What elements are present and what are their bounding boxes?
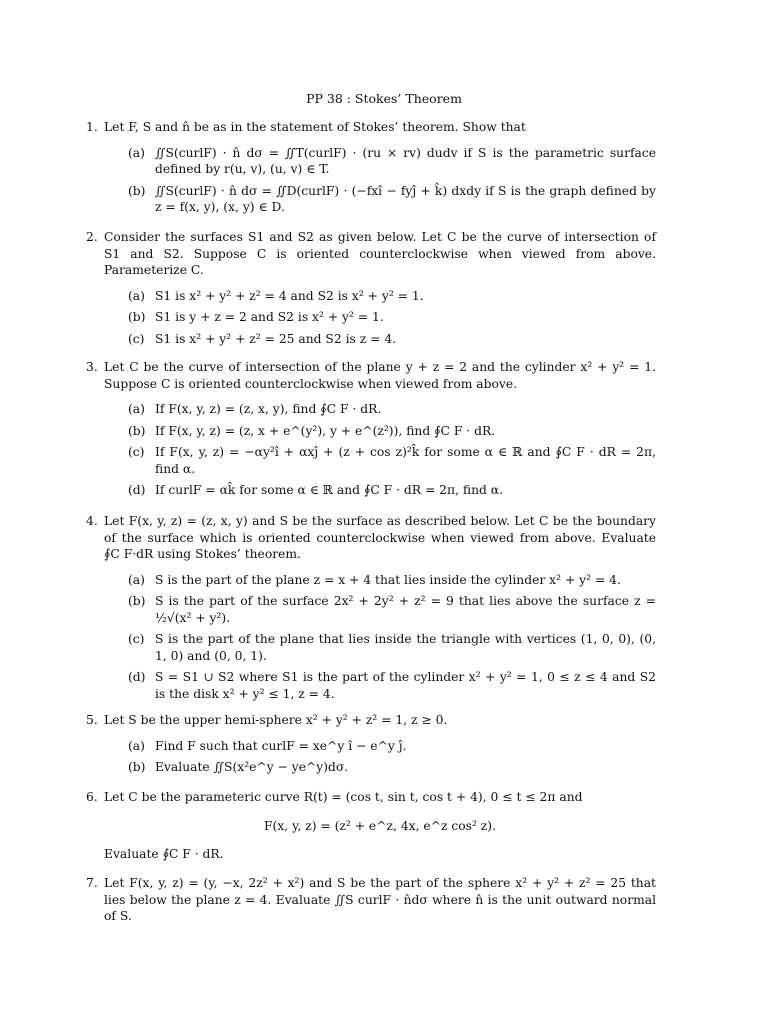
part-label: (d) — [128, 670, 146, 684]
part-label: (b) — [128, 183, 146, 198]
problem-part — [123, 759, 656, 776]
problem-part — [123, 288, 656, 305]
problem-parts — [123, 572, 656, 703]
problem-part — [123, 593, 656, 626]
problem-part — [123, 631, 656, 664]
problem-2 — [86, 229, 656, 352]
part-text: If F(x, y, z) = (z, x + e^(y²), y + e^(z²)), find ∮C F · dR. — [155, 423, 496, 438]
problem-parts — [123, 145, 656, 216]
problem-part — [123, 183, 656, 216]
part-text: If F(x, y, z) = −αy²î + αxĵ + (z + cos z)²k̂ for some α ∈ ℝ and ∮C F · dR = 2π, find α. — [155, 445, 656, 476]
problem-5 — [86, 712, 656, 781]
problem-number: 7. — [86, 876, 98, 890]
problem-part — [123, 482, 656, 499]
problem-number: 3. — [86, 360, 98, 374]
problem-part — [123, 444, 656, 477]
part-text: Find F such that curlF = xe^y î − e^y ĵ. — [155, 738, 407, 753]
part-text: If F(x, y, z) = (z, x, y), find ∮C F · dR. — [155, 402, 382, 416]
part-label: (c) — [128, 632, 145, 646]
problem-number: 1. — [86, 120, 98, 134]
part-text: S = S1 ∪ S2 where S1 is the part of the cylinder x² + y² = 1, 0 ≤ z ≤ 4 and S2 is the disk x² + y² ≤ 1, z = 4. — [155, 670, 656, 701]
part-label: (c) — [128, 445, 145, 459]
part-text: S is the part of the surface 2x² + 2y² + z² = 9 that lies above the surface z = ½√(x² + y²). — [155, 594, 656, 625]
problem-part — [123, 423, 656, 440]
part-label: (b) — [128, 760, 146, 774]
problem-3 — [86, 359, 656, 504]
problem-statement: Let C be the curve of intersection of the plane y + z = 2 and the cylinder x² + y² = 1. Suppose C is oriented counterclockwise when viewed from above. — [104, 360, 656, 391]
problem-statement: Let F(x, y, z) = (y, −x, 2z² + x²) and S be the part of the sphere x² + y² + z² = 25 that lies below the plane z = 4. Evaluate ∬S curlF · n̂dσ where n̂ is the unit outward normal of S. — [104, 876, 656, 923]
part-label: (b) — [128, 423, 146, 438]
part-label: (b) — [128, 310, 146, 324]
part-label: (a) — [128, 738, 145, 753]
part-label: (a) — [128, 402, 145, 416]
part-text: Evaluate ∬S(x²e^y − ye^y)dσ. — [155, 760, 349, 774]
page-title: PP 38 : Stokes’ Theorem — [306, 91, 462, 106]
problem-number: 2. — [86, 230, 98, 244]
part-text: S1 is x² + y² + z² = 4 and S2 is x² + y² = 1. — [155, 288, 424, 303]
problem-part — [123, 145, 656, 178]
problem-statement: Consider the surfaces S1 and S2 as given below. Let C be the curve of intersection of S1 and S2. Suppose C is oriented counterclockwise when viewed from above. Parameterize C. — [104, 230, 656, 277]
problem-number: 4. — [86, 514, 98, 528]
problem-part — [123, 669, 656, 702]
part-text: S1 is y + z = 2 and S2 is x² + y² = 1. — [155, 310, 384, 324]
part-label: (a) — [128, 572, 145, 587]
problem-statement: Let F, S and n̂ be as in the statement of Stokes’ theorem. Show that — [104, 120, 526, 134]
part-text: S1 is x² + y² + z² = 25 and S2 is z = 4. — [155, 331, 397, 346]
part-label: (b) — [128, 594, 146, 608]
part-label: (a) — [128, 145, 145, 160]
problem-number: 5. — [86, 713, 98, 727]
problem-parts — [123, 288, 656, 348]
part-text: ∬S(curlF) · n̂ dσ = ∬T(curlF) · (ru × rv) dudv if S is the parametric surface defined by r(u, v), (u, v) ∈ T. — [155, 145, 656, 176]
problem-number: 6. — [86, 790, 98, 804]
problem-7 — [86, 875, 656, 925]
part-text: ∬S(curlF) · n̂ dσ = ∬D(curlF) · (−fxî − fyĵ + k̂) dxdy if S is the graph defined by z = f(x, y), (x, y) ∈ D. — [155, 183, 656, 214]
problem-statement: Let F(x, y, z) = (z, x, y) and S be the surface as described below. Let C be the boundary of the surface which is oriented counterclockwise when viewed from above. Evaluate ∮C F·dR using Stokes’ theorem. — [104, 514, 656, 561]
problem-parts — [123, 401, 656, 499]
problem-part — [123, 401, 656, 418]
problem-4 — [86, 513, 656, 707]
part-label: (c) — [128, 331, 145, 346]
problem-part — [123, 309, 656, 326]
problem-part — [123, 331, 656, 348]
part-label: (d) — [128, 483, 146, 497]
part-text: S is the part of the plane that lies inside the triangle with vertices (1, 0, 0), (0, 1, 0) and (0, 0, 1). — [155, 632, 656, 663]
problem-part — [123, 572, 656, 589]
problem-statement: Let C be the parameteric curve R(t) = (cos t, sin t, cos t + 4), 0 ≤ t ≤ 2π and — [104, 790, 583, 804]
display-equation: F(x, y, z) = (z² + e^z, 4x, e^z cos² z). — [264, 818, 496, 833]
problem-part — [123, 738, 656, 755]
problem-6 — [86, 789, 656, 863]
problem-parts — [123, 738, 656, 776]
problem-followup: Evaluate ∮C F · dR. — [104, 847, 224, 861]
part-label: (a) — [128, 288, 145, 303]
part-text: S is the part of the plane z = x + 4 that lies inside the cylinder x² + y² = 4. — [155, 572, 621, 587]
part-text: If curlF = αk̂ for some α ∈ ℝ and ∮C F · dR = 2π, find α. — [155, 483, 504, 497]
problem-1 — [86, 119, 656, 221]
problem-statement: Let S be the upper hemi-sphere x² + y² + z² = 1, z ≥ 0. — [104, 713, 448, 727]
